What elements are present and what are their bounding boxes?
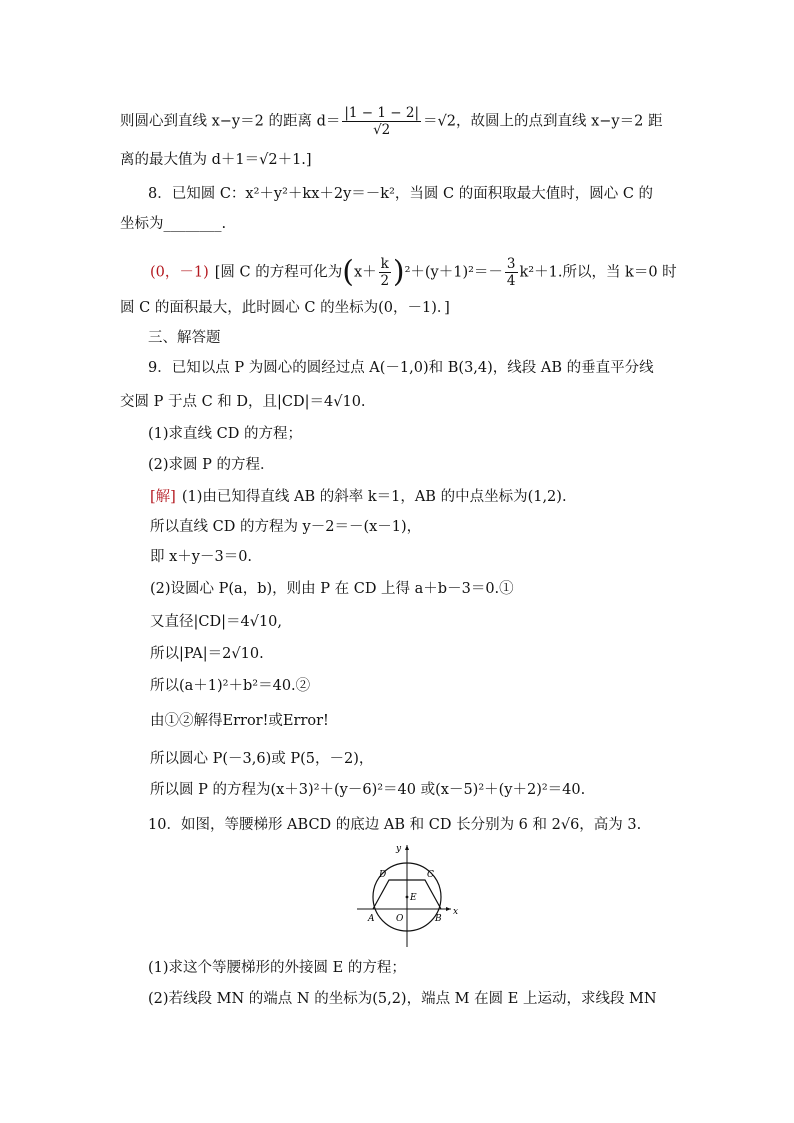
solution-text: 即 x＋y－3＝0. (150, 549, 253, 565)
question-9: 9．已知以点 P 为圆心的圆经过点 A(－1,0)和 B(3,4)，线段 AB 的垂直平分线 (148, 360, 654, 376)
solution-text: (1)由已知得直线 AB 的斜率 k＝1，AB 的中点坐标为(1,2). (181, 489, 567, 505)
trapezoid-circle-figure (355, 843, 465, 951)
y-axis-arrow (405, 845, 409, 850)
solution-text: ＝√2，故圆上的点到直线 x−y＝2 距 (423, 113, 663, 130)
solution-9-line (150, 487, 567, 507)
point-e-label: E (410, 893, 417, 903)
fraction-denominator: 2 (380, 273, 390, 289)
fraction-numerator: 3 (506, 256, 516, 272)
question-9-part-1: (1)求直线 CD 的方程； (148, 426, 302, 442)
fraction-numerator: k (380, 256, 389, 272)
answer-8-line (150, 256, 677, 289)
y-label: y (396, 844, 402, 854)
solution-text: 所以直线 CD 的方程为 y－2＝－(x－1)， (150, 519, 422, 535)
x-axis-arrow (446, 907, 451, 911)
paren-left: ( (342, 254, 354, 290)
answer-8: (0，－1) (150, 264, 209, 281)
solution-tag: [解] (150, 489, 176, 505)
solution-text: 圆 C 的面积最大，此时圆心 C 的坐标为(0，－1)．] (120, 300, 450, 316)
section-heading: 三、解答题 (148, 330, 221, 346)
k-over-2-fraction (379, 256, 391, 289)
fraction-numerator: |1 − 1 − 2| (344, 105, 420, 121)
solution-text: ²＋(y＋1)²＝－ (404, 264, 503, 281)
origin-label: O (396, 914, 404, 924)
question-10-part-2: (2)若线段 MN 的端点 N 的坐标为(5,2)，端点 M 在圆 E 上运动，求线段 MN (148, 991, 657, 1007)
center-point (406, 896, 409, 899)
solution-text: x＋ (353, 264, 377, 281)
fraction-denominator: √2 (373, 122, 391, 138)
question-8: 8．已知圆 C：x²＋y²＋kx＋2y＝－k²，当圆 C 的面积取最大值时，圆心 C 的 (148, 186, 654, 202)
question-9-part-2: (2)求圆 P 的方程． (148, 457, 275, 473)
text-line: 离的最大值为 d＋1＝√2＋1.] (120, 152, 312, 168)
question-10: 10．如图，等腰梯形 ABCD 的底边 AB 和 CD 长分别为 6 和 2√6，高为 3. (148, 817, 642, 833)
solution-text: 又直径|CD|＝4√10, (150, 614, 283, 630)
three-quarters-fraction (505, 256, 518, 289)
solution-text: 则圆心到直线 x−y＝2 的距离 d＝ (120, 113, 341, 130)
solution-text: 由①②解得Error!或Error! (150, 713, 329, 729)
solution-text: k²＋1.所以，当 k＝0 时 (519, 264, 677, 281)
question-9-cont: 交圆 P 于点 C 和 D，且|CD|＝4√10. (120, 394, 366, 410)
solution-text: [圆 C 的方程可化为 (214, 264, 343, 281)
solution-text: 所以圆心 P(－3,6)或 P(5，－2)， (150, 751, 374, 767)
point-d-label: D (379, 870, 387, 880)
solution-text: 所以(a＋1)²＋b²＝40.② (150, 678, 311, 694)
solution-text: 所以圆 P 的方程为(x＋3)²＋(y－6)²＝40 或(x－5)²＋(y＋2)²＝40. (150, 782, 586, 798)
solution-text: (2)设圆心 P(a，b)，则由 P 在 CD 上得 a＋b－3＝0.① (150, 581, 514, 597)
text-line (120, 105, 662, 138)
point-b-label: B (435, 914, 442, 924)
solution-text: 所以|PA|＝2√10. (150, 646, 264, 662)
question-10-part-1: (1)求这个等腰梯形的外接圆 E 的方程； (148, 960, 406, 976)
point-a-label: A (368, 914, 375, 924)
distance-fraction (342, 105, 421, 138)
question-8-blank: 坐标为________. (120, 216, 227, 232)
point-c-label: C (427, 870, 434, 880)
paren-right: ) (392, 254, 405, 290)
x-label: x (453, 907, 459, 917)
fraction-denominator: 4 (506, 273, 516, 289)
